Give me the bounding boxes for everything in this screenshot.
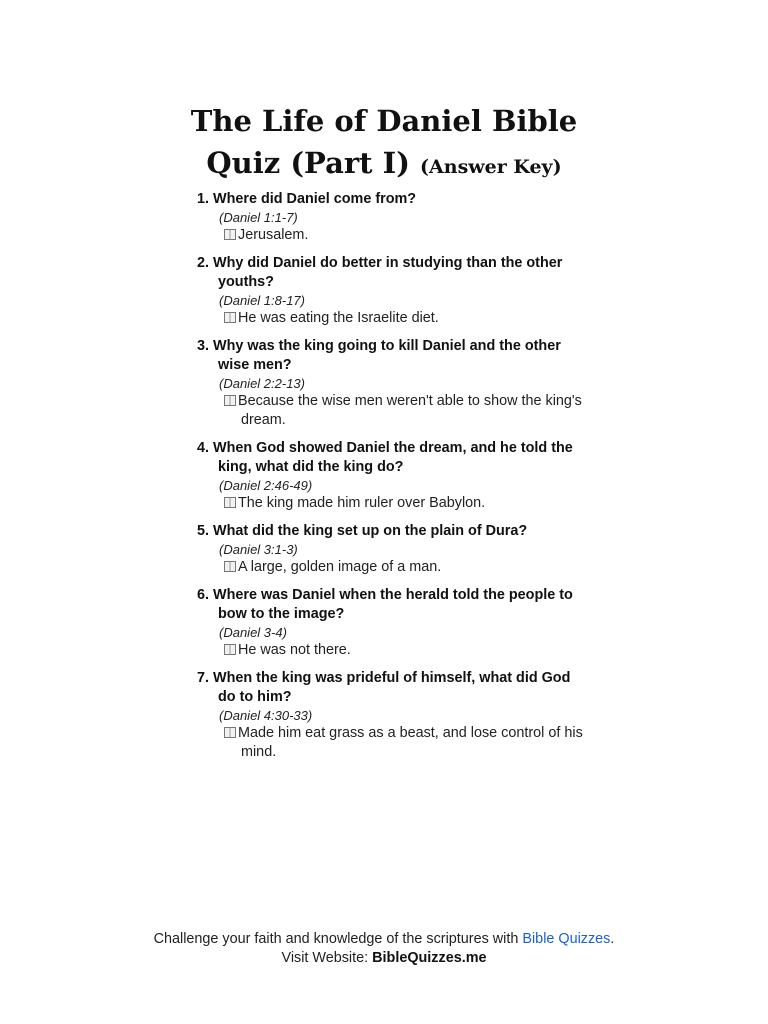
answer-text: Made him eat grass as a beast, and lose control of his mind. bbox=[238, 725, 583, 760]
question-item bbox=[197, 190, 587, 245]
answer bbox=[197, 309, 587, 328]
title-quiz-part: Quiz (Part I) bbox=[206, 146, 410, 181]
question-text: 2. Why did Daniel do better in studying than the other youths? bbox=[197, 255, 563, 290]
bible-quizzes-link[interactable]: Bible Quizzes bbox=[522, 931, 611, 947]
answer-text: He was eating the Israelite diet. bbox=[238, 310, 439, 326]
footer-line-1 bbox=[0, 930, 768, 949]
scripture-reference: (Daniel 2:46-49) bbox=[219, 478, 313, 493]
footer-line-2 bbox=[0, 949, 768, 968]
page-title bbox=[0, 100, 768, 188]
visit-label: Visit Website: bbox=[281, 950, 373, 966]
book-icon bbox=[224, 227, 236, 238]
title-line-2 bbox=[0, 142, 768, 188]
answer-text: The king made him ruler over Babylon. bbox=[238, 495, 486, 511]
footer-prefix: Challenge your faith and knowledge of the scriptures with bbox=[153, 931, 523, 947]
answer bbox=[197, 226, 587, 245]
scripture-reference: (Daniel 2:2-13) bbox=[219, 376, 305, 391]
book-icon bbox=[224, 495, 236, 506]
answer-text: Because the wise men weren't able to show the king's dream. bbox=[238, 393, 582, 428]
book-icon bbox=[224, 393, 236, 404]
question-item bbox=[197, 522, 587, 577]
answer-text: He was not there. bbox=[238, 642, 351, 658]
book-icon bbox=[224, 310, 236, 321]
answer bbox=[197, 392, 587, 430]
book-icon bbox=[224, 559, 236, 570]
question-item bbox=[197, 337, 587, 430]
question-item bbox=[197, 439, 587, 513]
answer-text: A large, golden image of a man. bbox=[238, 559, 442, 575]
question-text: 5. What did the king set up on the plain of Dura? bbox=[197, 523, 528, 539]
scripture-reference: (Daniel 1:8-17) bbox=[219, 293, 305, 308]
question-text: 3. Why was the king going to kill Daniel and the other wise men? bbox=[197, 338, 561, 373]
scripture-reference: (Daniel 3-4) bbox=[219, 625, 287, 640]
question-item bbox=[197, 669, 587, 762]
question-text: 6. Where was Daniel when the herald told the people to bow to the image? bbox=[197, 587, 573, 622]
website-name: BibleQuizzes.me bbox=[372, 950, 487, 966]
answer-text: Jerusalem. bbox=[238, 227, 309, 243]
book-icon bbox=[224, 725, 236, 736]
scripture-reference: (Daniel 3:1-3) bbox=[219, 542, 298, 557]
answer bbox=[197, 558, 587, 577]
question-list bbox=[197, 190, 587, 771]
scripture-reference: (Daniel 1:1-7) bbox=[219, 210, 298, 225]
answer bbox=[197, 494, 587, 513]
book-icon bbox=[224, 642, 236, 653]
title-line-1: The Life of Daniel Bible bbox=[190, 104, 578, 139]
question-text: 4. When God showed Daniel the dream, and he told the king, what did the king do? bbox=[197, 440, 573, 475]
question-item bbox=[197, 254, 587, 328]
question-text: 7. When the king was prideful of himself, what did God do to him? bbox=[197, 670, 571, 705]
footer bbox=[0, 930, 768, 968]
answer bbox=[197, 724, 587, 762]
scripture-reference: (Daniel 4:30-33) bbox=[219, 708, 313, 723]
answer bbox=[197, 641, 587, 660]
question-item bbox=[197, 586, 587, 660]
question-text: 1. Where did Daniel come from? bbox=[197, 191, 417, 207]
footer-suffix: . bbox=[610, 931, 615, 947]
title-subtitle: (Answer Key) bbox=[420, 156, 562, 179]
